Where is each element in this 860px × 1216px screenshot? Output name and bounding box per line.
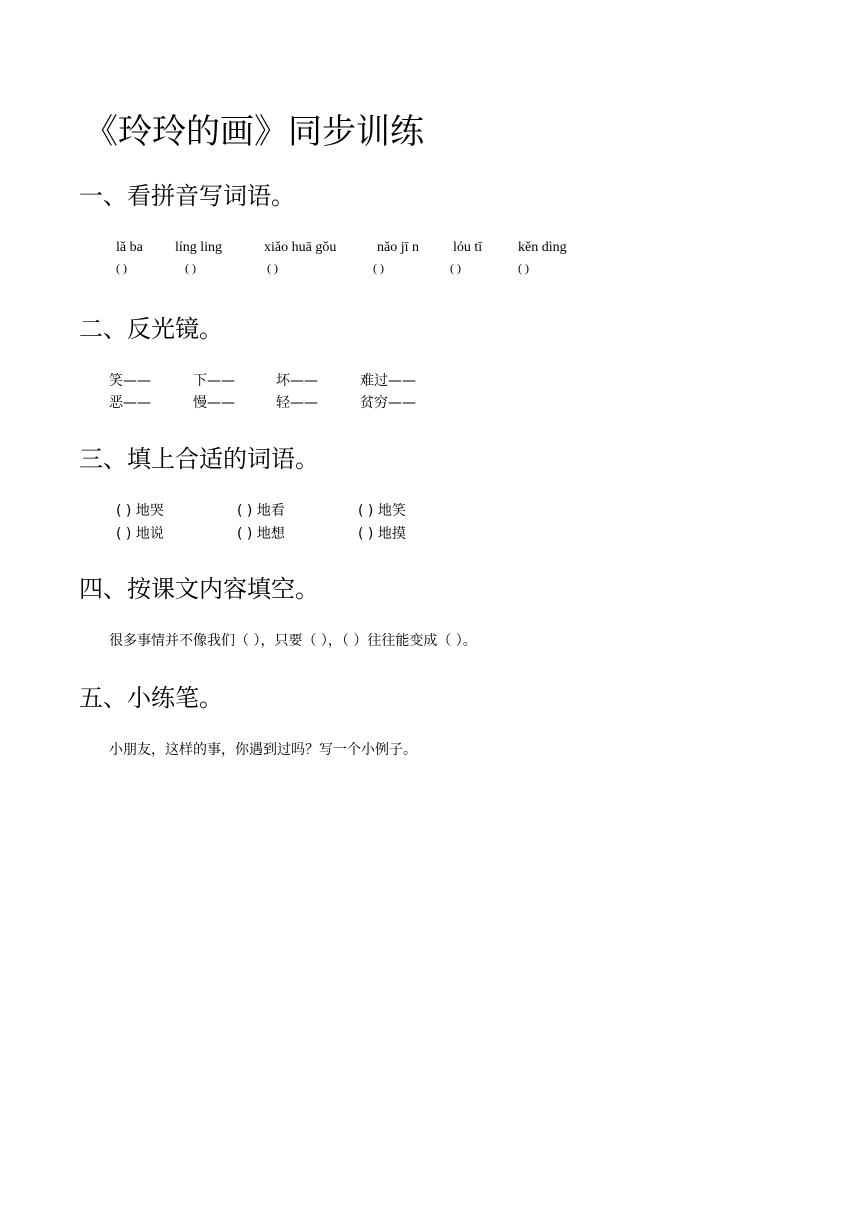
antonym-item[interactable]: 笑—— — [109, 373, 151, 389]
adverb-fill-item[interactable]: ( ) 地看 — [237, 503, 285, 519]
section-4-heading: 四、按课文内容填空。 — [79, 575, 319, 603]
antonym-item[interactable]: 难过—— — [360, 373, 416, 389]
pinyin-2: líng ling — [175, 240, 223, 255]
pinyin-3: xiǎo huā gǒu — [264, 240, 337, 255]
antonym-item[interactable]: 贫穷—— — [360, 395, 416, 411]
fill-in-sentence[interactable]: 很多事情并不像我们（ ），只要（ ），（ ）往往能变成（ ）。 — [109, 633, 477, 649]
answer-blank-6[interactable]: ( ) — [518, 261, 529, 275]
adverb-fill-item[interactable]: ( ) 地说 — [116, 526, 164, 542]
antonym-item[interactable]: 轻—— — [276, 395, 318, 411]
page-title: 《玲玲的画》同步训练 — [84, 112, 424, 152]
antonym-item[interactable]: 下—— — [193, 373, 235, 389]
pinyin-4: nǎo jī n — [377, 240, 419, 255]
adverb-fill-item[interactable]: ( ) 地摸 — [358, 526, 406, 542]
pinyin-5: lóu tī — [453, 240, 483, 255]
section-2-heading: 二、反光镜。 — [79, 315, 223, 343]
section-3-heading: 三、填上合适的词语。 — [79, 445, 319, 473]
writing-prompt: 小朋友，这样的事，你遇到过吗？写一个小例子。 — [109, 742, 417, 758]
answer-blank-2[interactable]: ( ) — [185, 261, 196, 275]
section-1-heading: 一、看拼音写词语。 — [79, 182, 295, 210]
answer-blank-5[interactable]: ( ) — [450, 261, 461, 275]
pinyin-1: lǎ ba — [116, 240, 143, 255]
antonym-item[interactable]: 坏—— — [276, 373, 318, 389]
antonym-item[interactable]: 慢—— — [193, 395, 235, 411]
antonym-item[interactable]: 恶—— — [109, 395, 151, 411]
adverb-fill-item[interactable]: ( ) 地想 — [237, 526, 285, 542]
answer-blank-1[interactable]: ( ) — [116, 261, 127, 275]
adverb-fill-item[interactable]: ( ) 地笑 — [358, 503, 406, 519]
answer-blank-4[interactable]: ( ) — [373, 261, 384, 275]
section-5-heading: 五、小练笔。 — [79, 684, 223, 712]
adverb-fill-item[interactable]: ( ) 地哭 — [116, 503, 164, 519]
answer-blank-3[interactable]: ( ) — [267, 261, 278, 275]
pinyin-6: kěn dìng — [518, 240, 567, 255]
